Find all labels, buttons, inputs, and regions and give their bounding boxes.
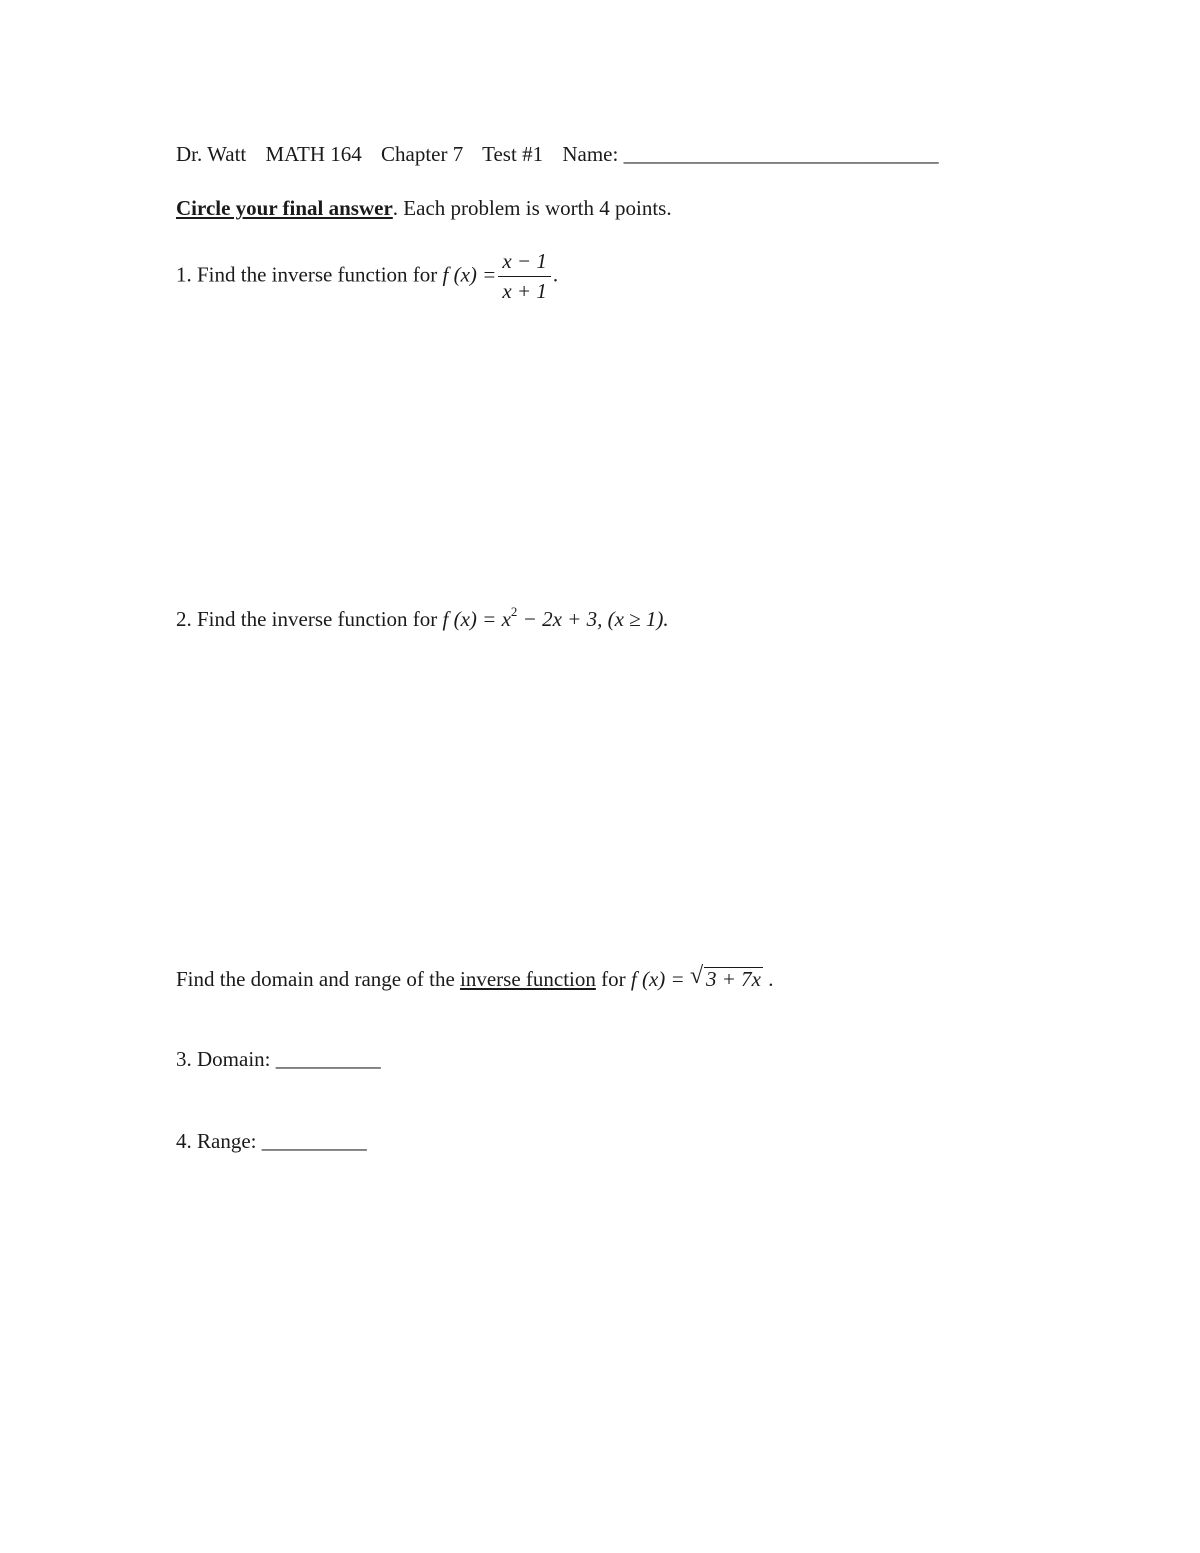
test-header [176, 144, 939, 165]
intro-end: . [768, 967, 774, 991]
fraction-numerator: x − 1 [502, 249, 547, 273]
fraction-bar [498, 276, 551, 277]
problem-3-number: 3. [176, 1047, 192, 1071]
test-number: Test #1 [482, 142, 544, 166]
problem-2-condition: (x ≥ 1). [607, 607, 669, 631]
instructions-emphasis: Circle your final answer [176, 196, 393, 220]
problem-1-fraction [498, 250, 551, 303]
problem-3-4-intro [176, 963, 774, 991]
intro-text-after: for [601, 967, 626, 991]
radicand: 3 + 7x [705, 967, 761, 991]
problem-2 [176, 604, 669, 631]
problem-2-exponent: 2 [510, 604, 518, 619]
domain-label: Domain: [197, 1047, 271, 1071]
problem-3 [176, 1049, 381, 1070]
problem-1-end: . [552, 262, 559, 287]
problem-4 [176, 1131, 367, 1152]
chapter-label: Chapter 7 [381, 142, 464, 166]
range-answer-blank[interactable]: __________ [261, 1129, 367, 1153]
problem-2-number: 2. [176, 607, 192, 631]
problem-1 [176, 250, 558, 303]
intro-underlined: inverse function [460, 967, 596, 991]
intro-text-before: Find the domain and range of the [176, 967, 455, 991]
instructor-name: Dr. Watt [176, 142, 247, 166]
course-code: MATH 164 [265, 142, 362, 166]
fraction-denominator: x + 1 [502, 279, 547, 304]
name-blank[interactable]: ______________________________ [623, 142, 939, 166]
problem-2-rest: − 2x + 3, [522, 607, 603, 631]
instructions [176, 198, 672, 219]
radical-sign: √ [689, 963, 704, 989]
domain-answer-blank[interactable]: __________ [275, 1047, 381, 1071]
problem-1-text: Find the inverse function for [197, 262, 438, 287]
intro-lhs: f (x) = [630, 967, 685, 991]
problem-4-number: 4. [176, 1129, 192, 1153]
range-label: Range: [197, 1129, 257, 1153]
instructions-rest: . Each problem is worth 4 points. [392, 196, 672, 220]
problem-2-text: Find the inverse function for [197, 607, 438, 631]
square-root [689, 963, 763, 991]
problem-1-lhs: f (x) = [442, 262, 497, 287]
name-label: Name: [562, 142, 619, 166]
problem-2-base: x [501, 607, 511, 631]
problem-1-number: 1. [176, 262, 192, 287]
problem-2-lhs: f (x) = [442, 607, 497, 631]
